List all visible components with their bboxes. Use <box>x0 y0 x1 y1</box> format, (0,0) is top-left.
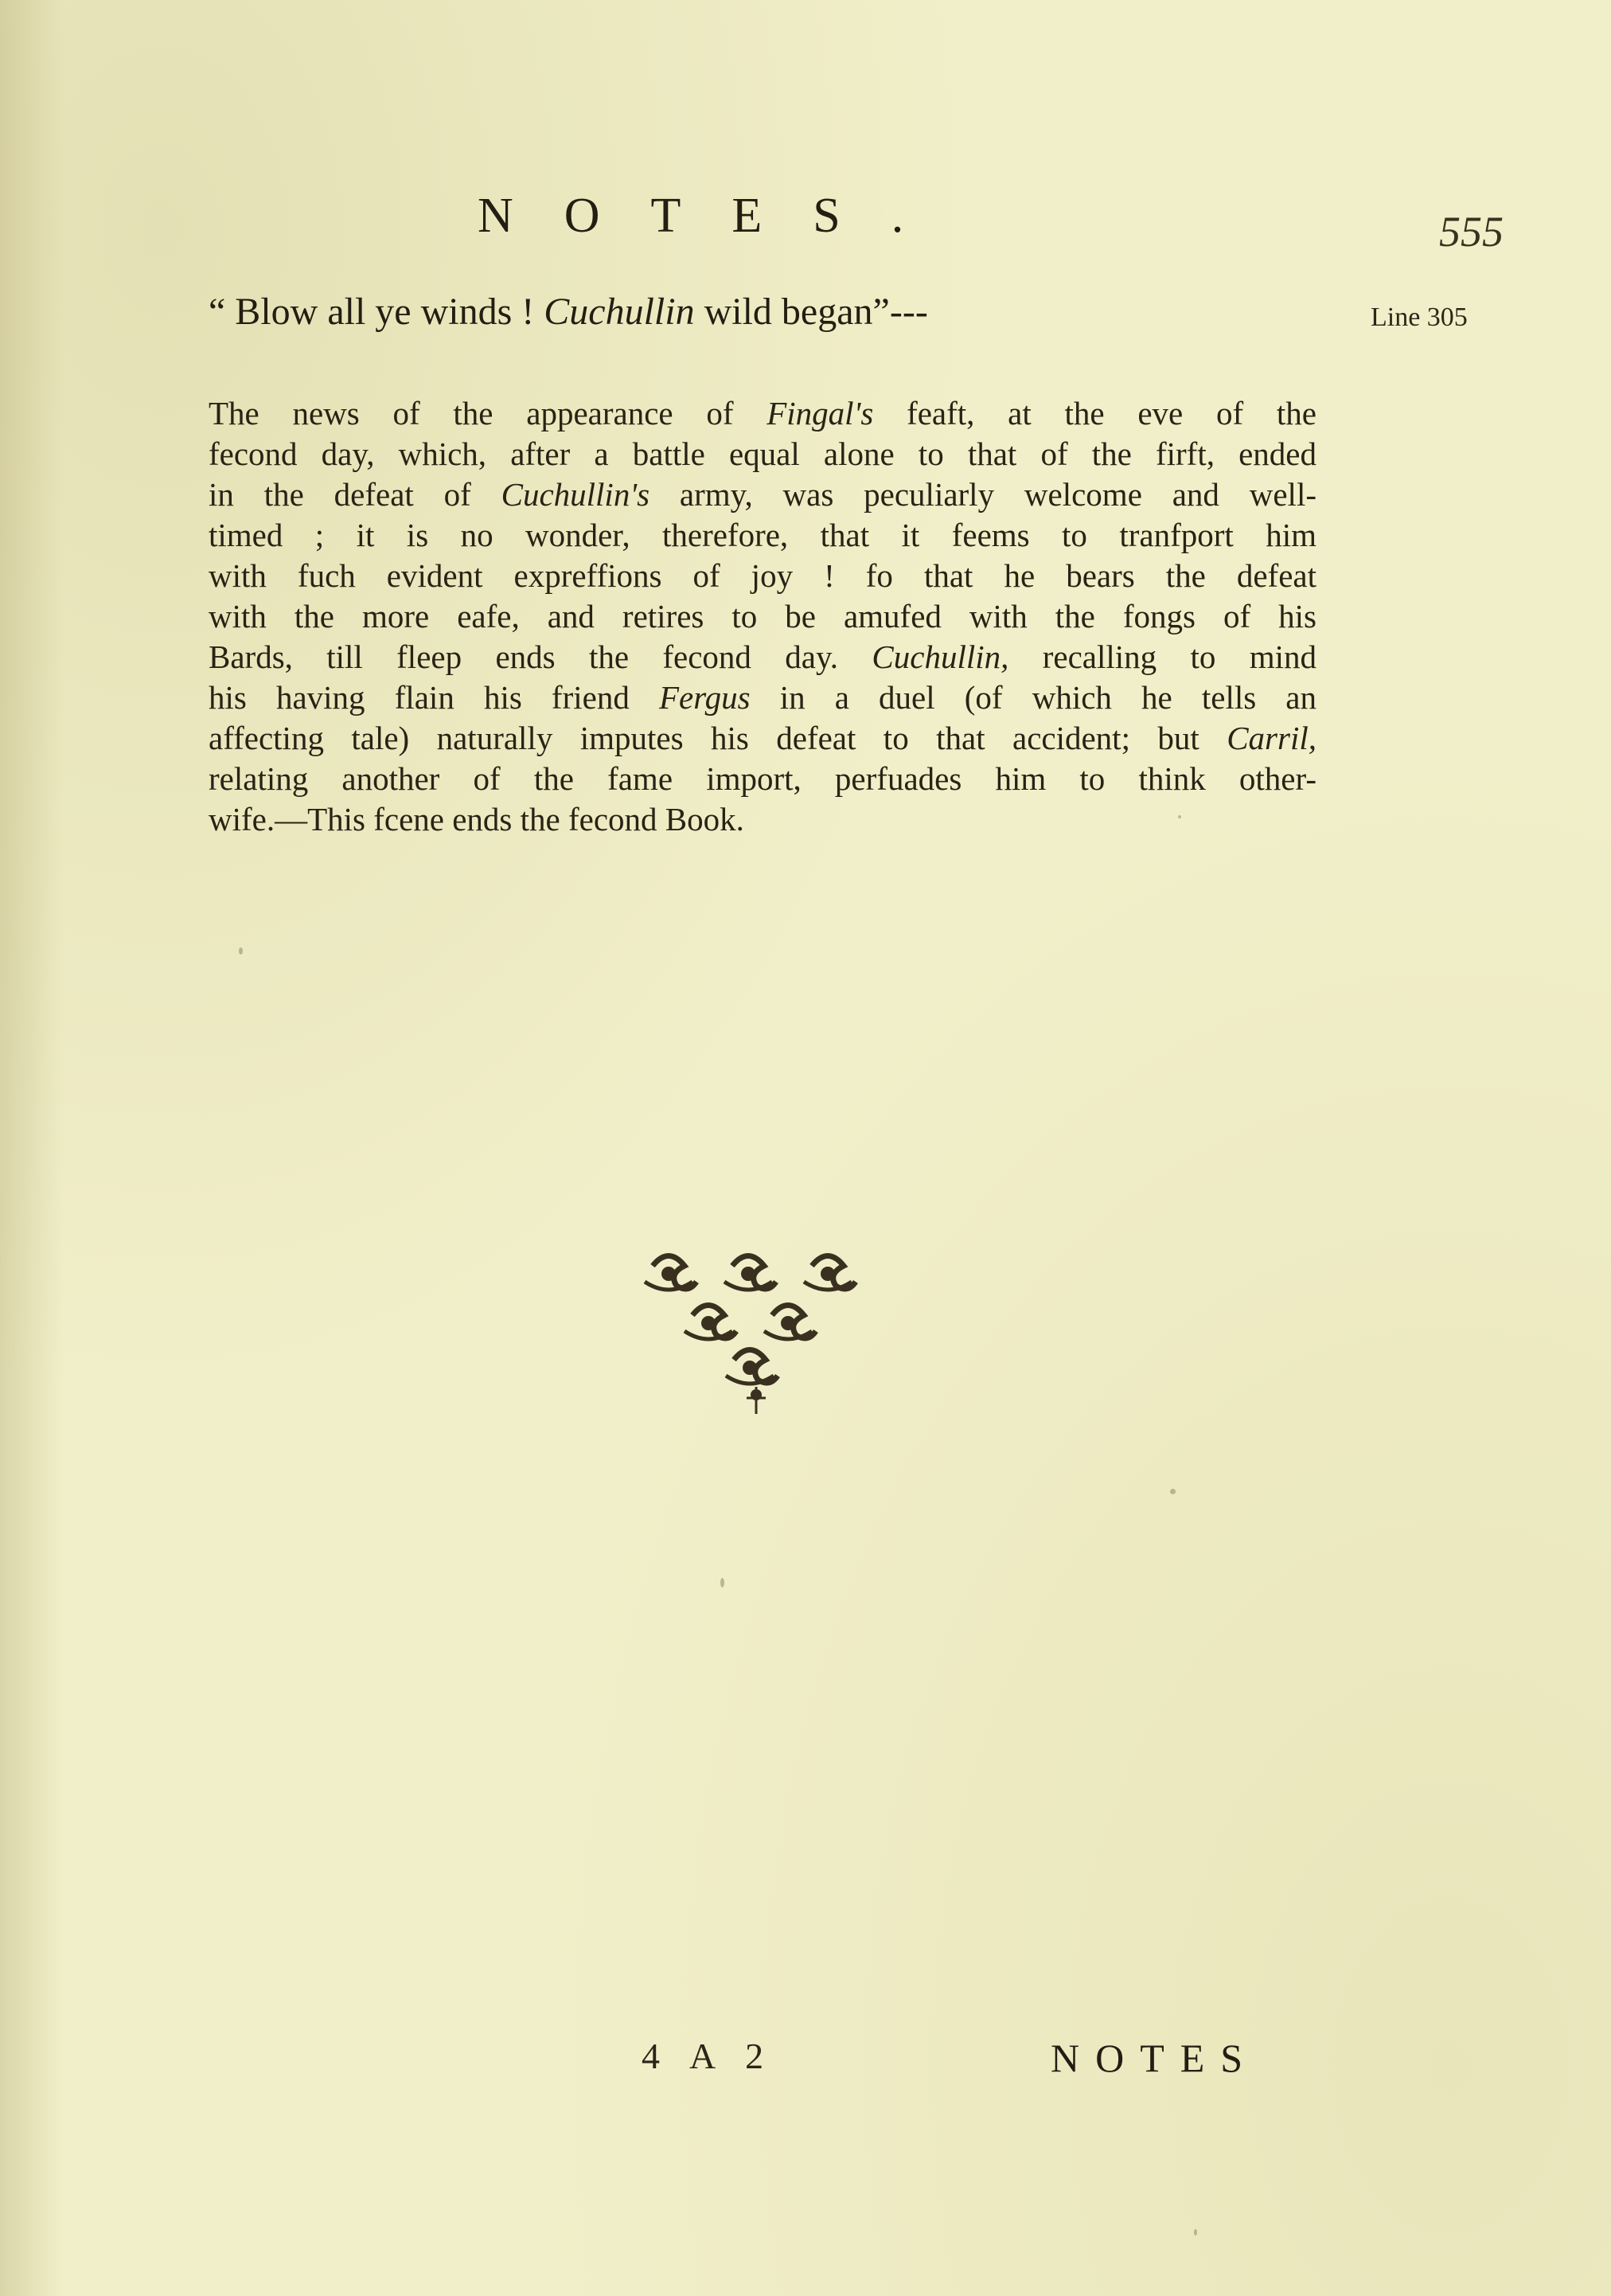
text-line <box>209 515 1316 556</box>
text-run: his having flain his friend <box>209 679 659 716</box>
text-run: wife.—This fcene ends the fecond Book. <box>209 801 744 838</box>
text-run: timed ; it is no wonder, therefore, that it feems to tranfport him <box>209 517 1316 553</box>
text-run: in a duel (of which he tells an <box>750 679 1317 716</box>
text-line <box>209 393 1316 434</box>
line-reference: Line 305 <box>1371 303 1468 332</box>
text-run: The news of the appearance of <box>209 395 767 431</box>
note-paragraph <box>209 393 1316 840</box>
italic-name: Fingal's <box>766 395 874 431</box>
text-run: with fuch evident expreffions of joy ! fo that he bears the defeat <box>209 557 1316 594</box>
text-run: Bards, till fleep ends the fecond day. <box>209 638 872 675</box>
quote-name: Cuchullin <box>544 291 695 333</box>
quote-close: wild began”--- <box>694 291 928 333</box>
printers-ornament <box>637 1250 876 1417</box>
paper-speck <box>1178 815 1181 818</box>
text-run: fecond day, which, after a battle equal alone to that of the firft, ended <box>209 435 1316 472</box>
italic-name: Carril, <box>1227 720 1316 756</box>
paper-speck <box>1170 1489 1176 1494</box>
quote-open: “ Blow all ye winds ! <box>209 291 544 333</box>
paper-speck <box>239 947 243 955</box>
catchword: NOTES <box>1051 2036 1259 2080</box>
page-number: 555 <box>1439 208 1504 256</box>
text-line <box>209 759 1316 799</box>
text-line <box>209 556 1316 596</box>
paper-speck <box>720 1578 724 1587</box>
text-line <box>209 434 1316 474</box>
text-line <box>209 637 1316 677</box>
text-run: with the more eafe, and retires to be amufed with the fongs of his <box>209 598 1316 635</box>
text-line <box>209 596 1316 637</box>
text-run: feaft, at the eve of the <box>873 395 1316 431</box>
text-line <box>209 718 1316 759</box>
text-run: recalling to mind <box>1008 638 1317 675</box>
text-line <box>209 474 1316 515</box>
text-run: relating another of the fame import, perfuades him to think other- <box>209 760 1316 797</box>
text-line <box>209 799 1316 840</box>
running-head: NOTES. <box>478 189 955 243</box>
signature-mark: 4 A 2 <box>642 2036 775 2076</box>
text-run: army, was peculiarly welcome and well- <box>649 476 1316 513</box>
text-run: affecting tale) naturally imputes his defeat to that accident; but <box>209 720 1227 756</box>
text-run: in the defeat of <box>209 476 501 513</box>
quoted-line <box>209 290 928 334</box>
italic-name: Cuchullin's <box>501 476 650 513</box>
italic-name: Cuchullin, <box>872 638 1009 675</box>
italic-name: Fergus <box>658 679 751 716</box>
text-line <box>209 677 1316 718</box>
paper-speck <box>1194 2229 1197 2235</box>
